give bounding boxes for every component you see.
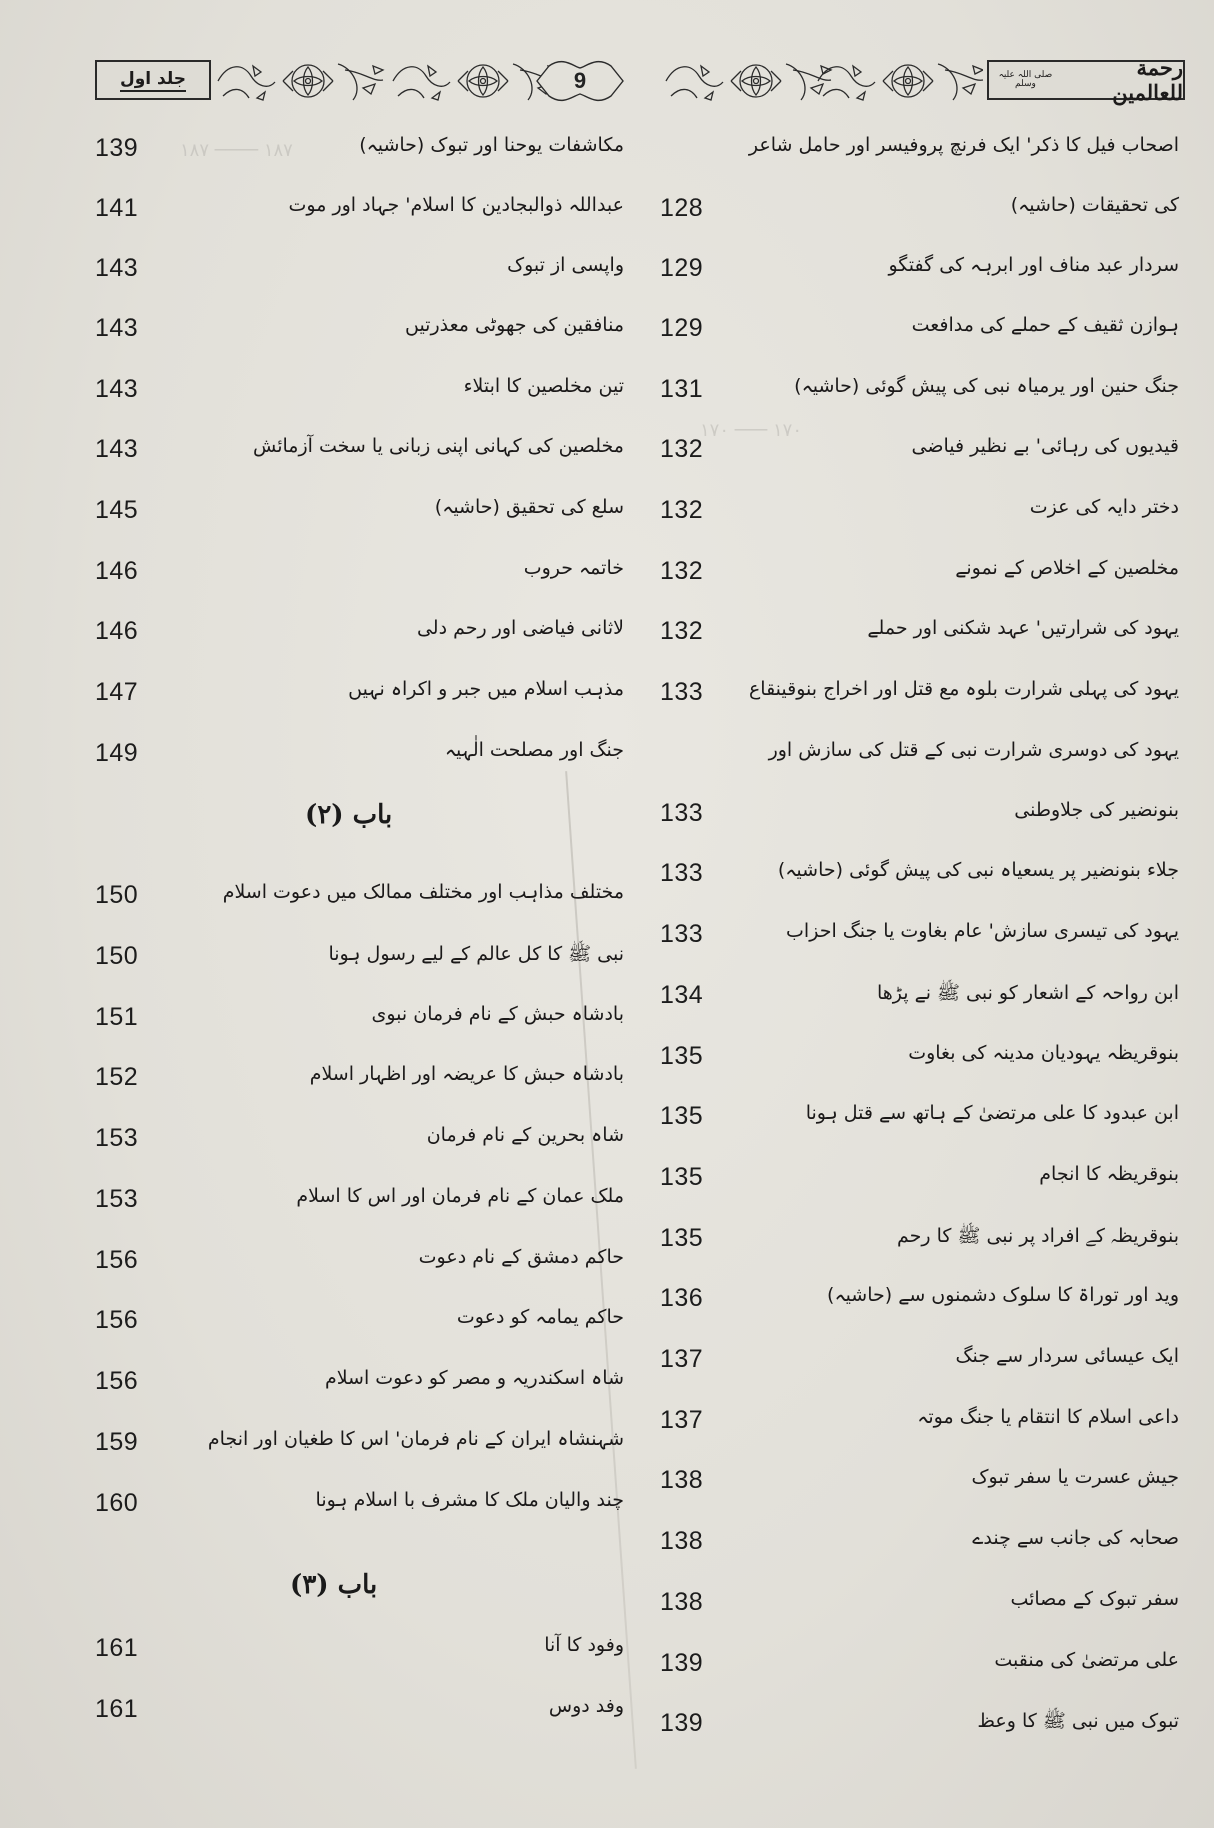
toc-entry[interactable]: بنوقریظہ کے افراد پر نبی ﷺ کا رحم 135 <box>660 1224 1179 1252</box>
volume-label: جلد اول <box>120 69 186 92</box>
toc-entry[interactable]: مخلصین کی کہانی اپنی زبانی یا سخت آزمائش 143 <box>95 435 624 463</box>
bleed-through-text: ۱۸۷ ──── ۱۸۷ <box>180 140 293 161</box>
toc-entry[interactable]: یہود کی دوسری شرارت نبی کے قتل کی سازش اور <box>768 739 1179 761</box>
toc-entry[interactable]: مختلف مذاہب اور مختلف ممالک میں دعوت اسلام 150 <box>95 881 624 909</box>
toc-entry[interactable]: بادشاہ حبش کا عریضہ اور اظہار اسلام 152 <box>95 1063 624 1091</box>
toc-entry[interactable]: وید اور توراۃ کا سلوک دشمنوں سے (حاشیہ) 136 <box>660 1284 1179 1312</box>
toc-entry[interactable]: بنوقریظہ کا انجام 135 <box>660 1163 1179 1191</box>
toc-entry[interactable]: عبداللہ ذوالبجادین کا اسلام' جہاد اور موت 141 <box>95 194 624 222</box>
toc-entry[interactable]: حاکم یمامہ کو دعوت 156 <box>95 1306 624 1334</box>
chapter-heading: باب (۲) <box>305 800 393 830</box>
toc-entry[interactable]: سلع کی تحقیق (حاشیہ) 145 <box>95 496 624 524</box>
toc-entry[interactable]: جنگ اور مصلحت الٰہیہ 149 <box>95 739 624 767</box>
toc-entry[interactable]: صحابہ کی جانب سے چندے 138 <box>660 1527 1179 1555</box>
toc-entry[interactable]: سردار عبد مناف اور ابرہہ کی گفتگو 129 <box>660 254 1179 282</box>
toc-entry[interactable]: لاثانی فیاضی اور رحم دلی 146 <box>95 617 624 645</box>
toc-entry[interactable]: بنوقریظہ یہودیان مدینہ کی بغاوت 135 <box>660 1042 1179 1070</box>
toc-entry[interactable]: اصحاب فیل کا ذکر' ایک فرنچ پروفیسر اور حامل شاعر <box>748 134 1179 156</box>
toc-entry[interactable]: چند والیان ملک کا مشرف با اسلام ہونا 160 <box>95 1489 624 1517</box>
toc-entry[interactable]: تین مخلصین کا ابتلاء 143 <box>95 375 624 403</box>
toc-entry[interactable]: مکاشفات یوحنا اور تبوک (حاشیہ) 139 <box>95 134 624 162</box>
toc-entry[interactable]: جیش عسرت یا سفر تبوک 138 <box>660 1466 1179 1494</box>
running-header <box>95 55 1185 105</box>
book-title-box <box>987 55 1185 105</box>
toc-entry[interactable]: جلاء بنونضیر پر یسعیاہ نبی کی پیش گوئی (حاشیہ) 133 <box>660 859 1179 887</box>
toc-entry[interactable]: مخلصین کے اخلاص کے نمونے 132 <box>660 557 1179 585</box>
toc-entry[interactable]: بنونضیر کی جلاوطنی 133 <box>660 799 1179 827</box>
toc-entry[interactable]: یہود کی شرارتیں' عہد شکنی اور حملے 132 <box>660 617 1179 645</box>
toc-entry[interactable]: یہود کی تیسری سازش' عام بغاوت یا جنگ احزاب 133 <box>660 920 1179 948</box>
toc-entry[interactable]: نبی ﷺ کا کل عالم کے لیے رسول ہونا 150 <box>95 942 624 970</box>
toc-entry[interactable]: دختر دایہ کی عزت 132 <box>660 496 1179 524</box>
chapter-heading: باب (۳) <box>290 1570 378 1600</box>
page-number: 9 <box>573 68 587 93</box>
toc-entry[interactable]: علی مرتضیٰ کی منقبت 139 <box>660 1649 1179 1677</box>
toc-entry[interactable]: ابن عبدود کا علی مرتضیٰ کے ہاتھ سے قتل ہونا 135 <box>660 1102 1179 1130</box>
toc-entry[interactable]: جنگ حنین اور یرمیاہ نبی کی پیش گوئی (حاشیہ) 131 <box>660 375 1179 403</box>
toc-entry[interactable]: حاکم دمشق کے نام دعوت 156 <box>95 1246 624 1274</box>
toc-entry[interactable]: مذہب اسلام میں جبر و اکراہ نہیں 147 <box>95 678 624 706</box>
bleed-through-text: ۱۷۰ ─── ۱۷۰ <box>700 420 802 441</box>
toc-entry[interactable]: منافقین کی جھوٹی معذرتیں 143 <box>95 314 624 342</box>
volume-label-box <box>95 60 211 100</box>
toc-entry[interactable]: قیدیوں کی رہائی' بے نظیر فیاضی 132 <box>660 435 1179 463</box>
toc-entry[interactable]: ہوازن ثقیف کے حملے کی مدافعت 129 <box>660 314 1179 342</box>
toc-entry[interactable]: شہنشاہ ایران کے نام فرمان' اس کا طغیان اور انجام 159 <box>95 1428 624 1456</box>
toc-entry[interactable]: وفود کا آنا 161 <box>95 1634 624 1662</box>
toc-entry[interactable]: خاتمہ حروب 146 <box>95 557 624 585</box>
toc-entry[interactable]: وفد دوس 161 <box>95 1695 624 1723</box>
toc-entry[interactable]: تبوک میں نبی ﷺ کا وعظ 139 <box>660 1709 1179 1737</box>
book-title: رحمة للعالمین <box>1112 55 1183 105</box>
honorific: صلی اللہ علیہ وسلم <box>998 70 1053 89</box>
toc-entry[interactable]: داعی اسلام کا انتقام یا جنگ موتہ 137 <box>660 1406 1179 1434</box>
toc-entry[interactable]: یہود کی پہلی شرارت بلوہ مع قتل اور اخراج بنوقینقاع 133 <box>660 678 1179 706</box>
toc-entry[interactable]: واپسی از تبوک 143 <box>95 254 624 282</box>
page-number-badge <box>535 58 625 104</box>
toc-entry[interactable]: کی تحقیقات (حاشیہ) 128 <box>660 194 1179 222</box>
toc-entry[interactable]: بادشاہ حبش کے نام فرمان نبوی 151 <box>95 1003 624 1031</box>
toc-entry[interactable]: شاہ اسکندریہ و مصر کو دعوت اسلام 156 <box>95 1367 624 1395</box>
toc-entry[interactable]: شاہ بحرین کے نام فرمان 153 <box>95 1124 624 1152</box>
toc-entry[interactable]: سفر تبوک کے مصائب 138 <box>660 1588 1179 1616</box>
toc-entry[interactable]: ابن رواحہ کے اشعار کو نبی ﷺ نے پڑھا 134 <box>660 981 1179 1009</box>
toc-entry[interactable]: ملک عمان کے نام فرمان اور اس کا اسلام 153 <box>95 1185 624 1213</box>
toc-entry[interactable]: ایک عیسائی سردار سے جنگ 137 <box>660 1345 1179 1373</box>
